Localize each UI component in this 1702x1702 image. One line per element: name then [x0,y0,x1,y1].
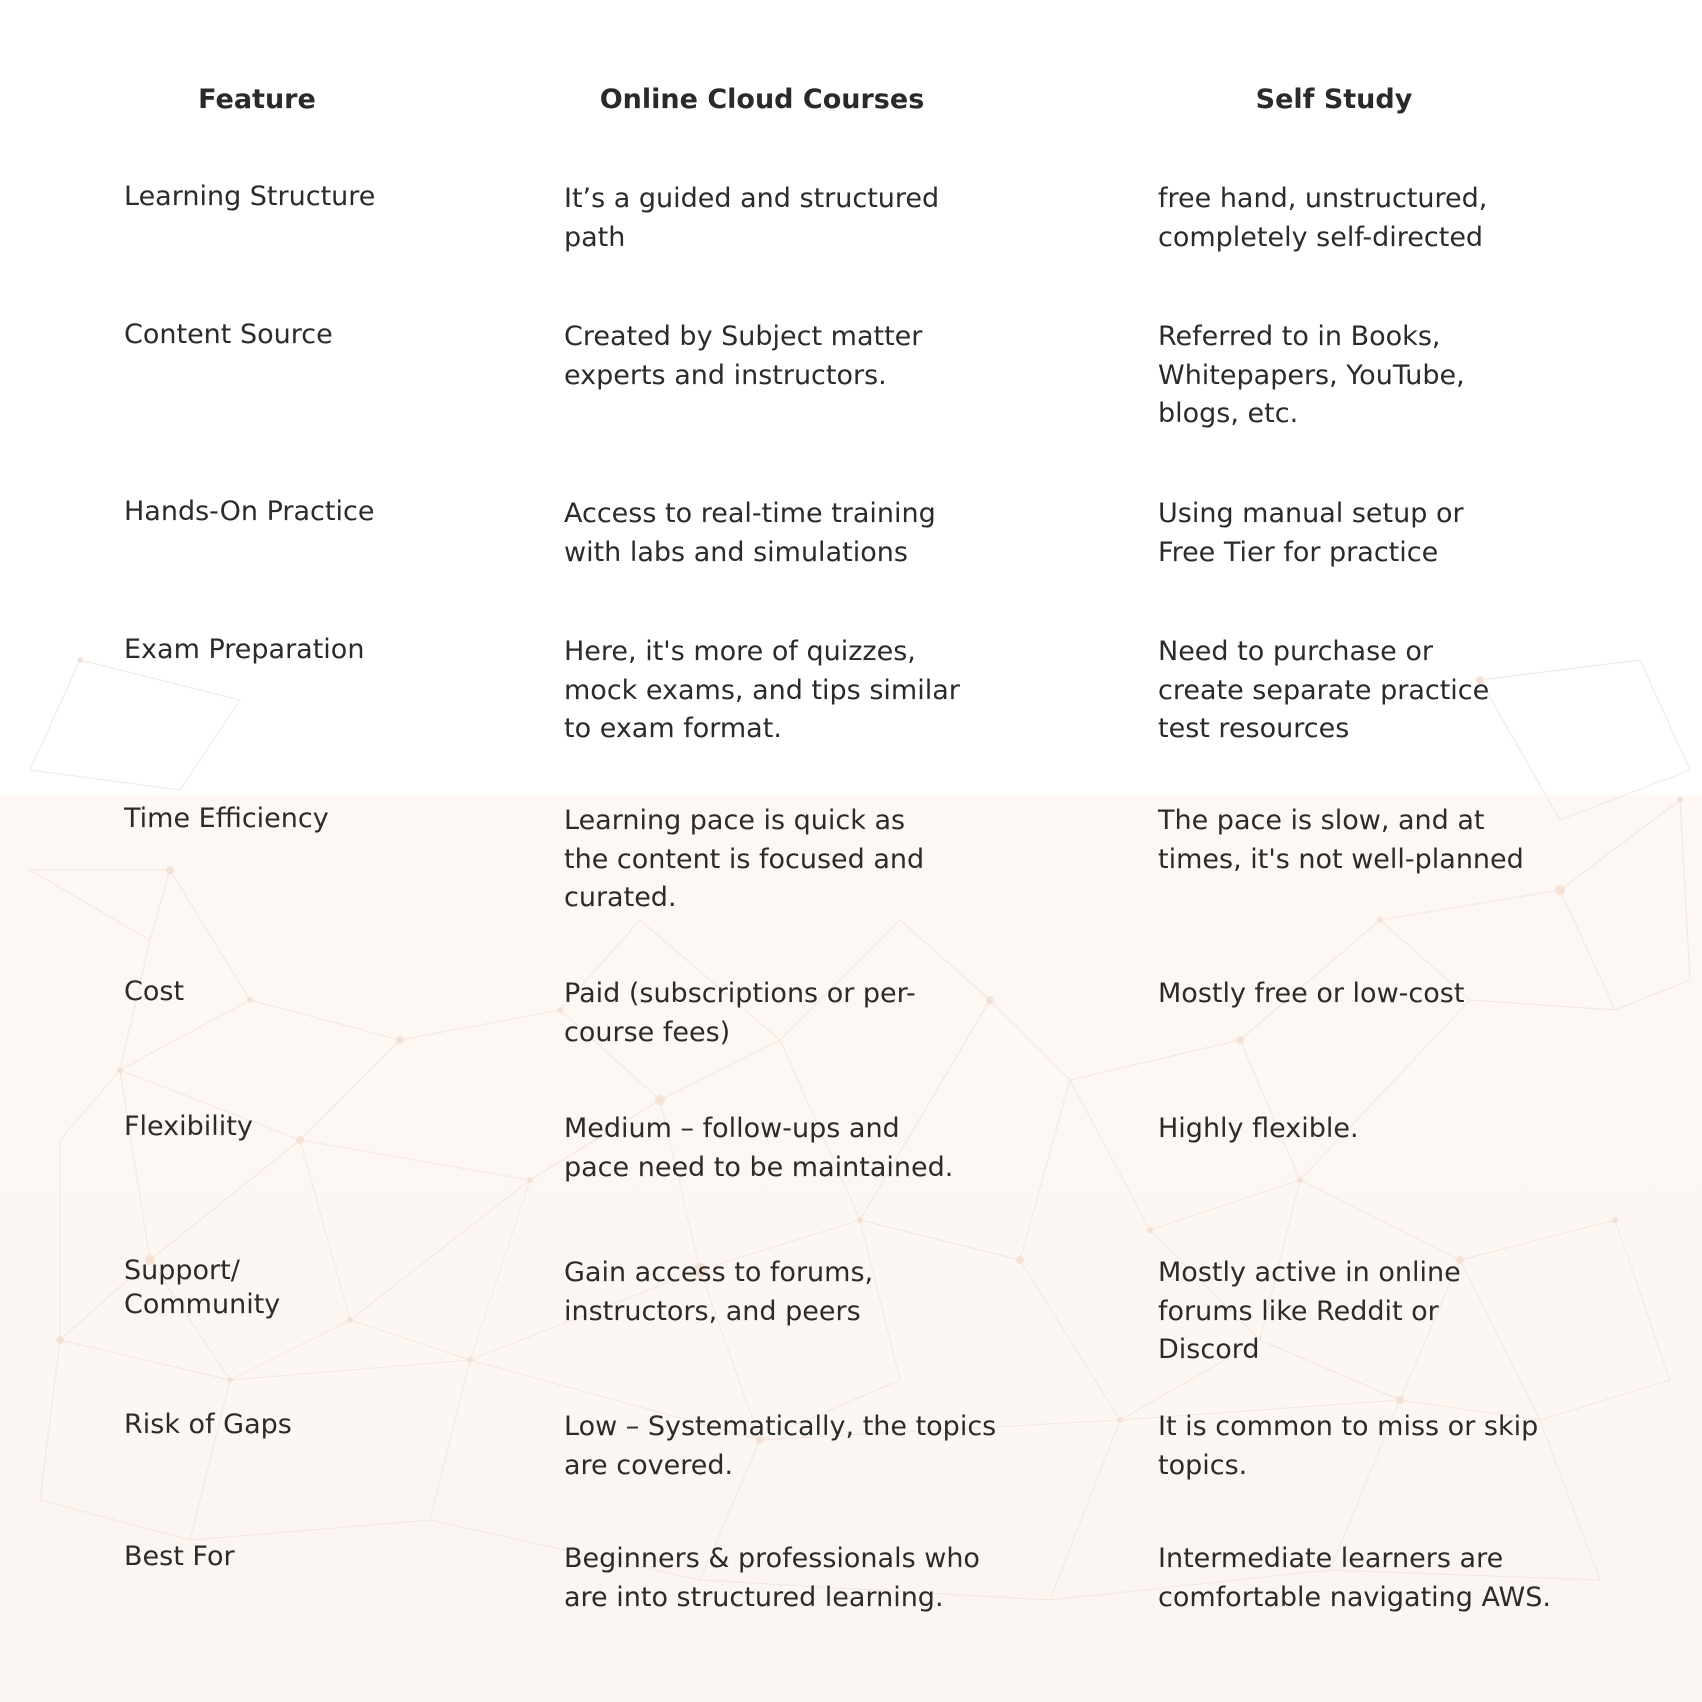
online-courses-cell [564,975,1044,1052]
cell-line: with labs and simulations [564,536,908,568]
cell-line: forums like Reddit or [1158,1295,1439,1327]
online-courses-cell [564,802,1044,918]
cell-line: free hand, unstructured, [1158,183,1488,214]
cell-line: Here, it's more of quizzes, [564,636,916,667]
self-study-cell [1158,1110,1598,1149]
online-courses-cell [564,1540,1044,1617]
feature-cell [124,975,454,1009]
feature-line: Risk of Gaps [124,1409,292,1440]
cell-line: Created by Subject matter [564,321,923,352]
cell-line: It is common to miss or skip [1158,1411,1539,1442]
cell-line: Medium – follow-ups and [564,1113,900,1144]
cell-line: Discord [1158,1334,1260,1365]
online-courses-cell [564,633,1044,749]
cell-line: path [564,221,626,253]
cell-line: Paid (subscriptions or per- [564,978,916,1009]
cell-line: mock exams, and tips similar [564,674,960,706]
feature-line: Learning Structure [124,181,376,212]
cell-line: completely self-directed [1158,221,1484,253]
feature-line: Community [124,1289,281,1320]
header-self-study: Self Study [1255,84,1413,115]
cell-line: Mostly free or low-cost [1158,978,1465,1009]
feature-line: Best For [124,1541,235,1572]
cell-line: Access to real-time training [564,498,936,529]
cell-line: Free Tier for practice [1158,536,1439,568]
cell-line: experts and instructors. [564,359,887,391]
cell-line: Beginners & professionals who [564,1543,980,1574]
cell-line: Need to purchase or [1158,636,1433,667]
cell-line: test resources [1158,713,1350,744]
cell-line: Referred to in Books, [1158,321,1441,352]
cell-line: Whitepapers, YouTube, [1158,359,1465,391]
cell-line: create separate practice [1158,674,1490,706]
online-courses-cell [564,1110,1044,1187]
header-feature: Feature [198,84,316,115]
feature-cell [124,1254,454,1322]
cell-line: Low – Systematically, the topics [564,1411,997,1442]
feature-cell [124,1408,454,1442]
cell-line: Highly flexible. [1158,1113,1359,1144]
table-header-row [0,80,1702,120]
self-study-cell [1158,633,1598,749]
feature-cell [124,1110,454,1144]
online-courses-cell [564,318,1044,395]
self-study-cell [1158,318,1598,434]
cell-line: instructors, and peers [564,1295,861,1327]
feature-cell [124,1540,454,1574]
cell-line: are into structured learning. [564,1581,944,1613]
feature-cell [124,180,454,214]
cell-line: It’s a guided and structured [564,183,940,214]
online-courses-cell [564,1254,1044,1331]
self-study-cell [1158,1408,1598,1485]
feature-cell [124,802,454,836]
feature-cell [124,633,454,667]
self-study-cell [1158,1254,1598,1370]
feature-line: Cost [124,976,185,1007]
header-online-cloud-courses: Online Cloud Courses [599,84,925,115]
cell-line: curated. [564,882,677,913]
cell-line: The pace is slow, and at [1158,805,1485,836]
cell-line: Learning pace is quick as [564,805,906,836]
cell-line: times, it's not well-planned [1158,843,1524,875]
cell-line: Intermediate learners are [1158,1543,1504,1574]
cell-line: blogs, etc. [1158,398,1299,429]
cell-line: Gain access to forums, [564,1257,874,1288]
feature-line: Content Source [124,319,333,350]
feature-line: Support/ [124,1255,240,1286]
cell-line: comfortable navigating AWS. [1158,1581,1551,1613]
cell-line: pace need to be maintained. [564,1151,954,1183]
cell-line: the content is focused and [564,843,925,875]
self-study-cell [1158,975,1598,1014]
cell-line: Mostly active in online [1158,1257,1461,1288]
feature-cell [124,318,454,352]
feature-line: Flexibility [124,1111,253,1142]
cell-line: to exam format. [564,713,782,744]
self-study-cell [1158,1540,1598,1617]
self-study-cell [1158,802,1598,879]
online-courses-cell [564,495,1044,572]
feature-cell [124,495,454,529]
self-study-cell [1158,495,1598,572]
online-courses-cell [564,1408,1044,1485]
self-study-cell [1158,180,1598,257]
cell-line: Using manual setup or [1158,498,1464,529]
cell-line: course fees) [564,1016,731,1048]
feature-line: Time Efficiency [124,803,329,834]
cell-line: topics. [1158,1449,1248,1481]
online-courses-cell [564,180,1044,257]
cell-line: are covered. [564,1449,734,1481]
feature-line: Hands-On Practice [124,496,375,527]
feature-line: Exam Preparation [124,634,365,665]
